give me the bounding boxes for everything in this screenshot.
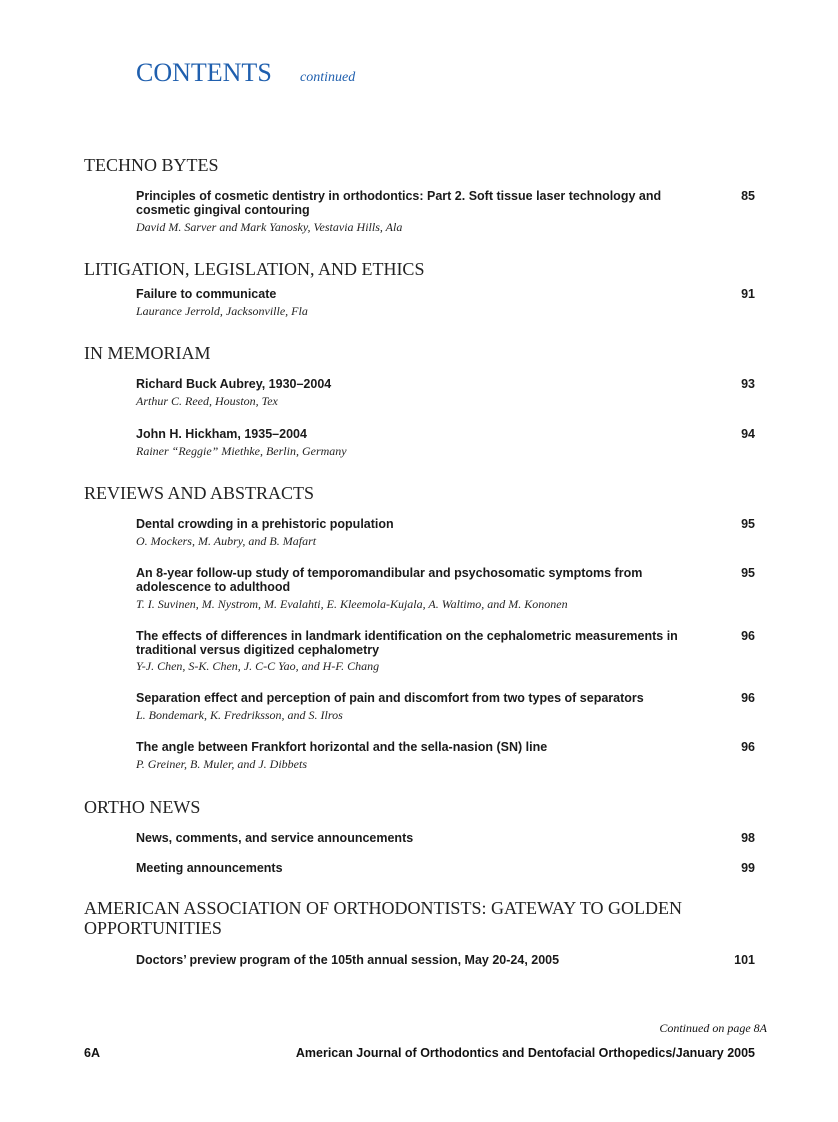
article-authors: P. Greiner, B. Muler, and J. Dibbets	[136, 757, 307, 771]
article-title[interactable]: Meeting announcements	[136, 861, 283, 875]
page-number: 101	[734, 953, 755, 967]
page-subtitle: continued	[300, 70, 356, 85]
section-heading: ORTHO NEWS	[84, 797, 201, 817]
article-authors: Y-J. Chen, S-K. Chen, J. C-C Yao, and H-F. Chang	[136, 659, 380, 673]
page-number: 85	[741, 189, 755, 203]
page-title: CONTENTS	[136, 58, 272, 87]
article-title[interactable]: The angle between Frankfort horizontal and the sella-nasion (SN) line	[136, 740, 548, 754]
page-number: 96	[741, 740, 755, 754]
page-number: 94	[741, 427, 755, 441]
section-heading: LITIGATION, LEGISLATION, AND ETHICS	[84, 259, 425, 279]
article-title[interactable]: John H. Hickham, 1935–2004	[136, 427, 307, 441]
section-heading: AMERICAN ASSOCIATION OF ORTHODONTISTS: GATEWAY TO GOLDEN OPPORTUNITIES	[84, 898, 682, 938]
section-heading: TECHNO BYTES	[84, 155, 219, 175]
article-authors: L. Bondemark, K. Fredriksson, and S. Ilros	[136, 708, 343, 722]
page-number: 95	[741, 566, 755, 580]
article-title[interactable]: Richard Buck Aubrey, 1930–2004	[136, 377, 332, 391]
article-title[interactable]: Principles of cosmetic dentistry in orthodontics: Part 2. Soft tissue laser technology and cosmetic gingival contouring	[136, 189, 662, 217]
article-title[interactable]: Dental crowding in a prehistoric population	[136, 517, 394, 531]
page-number: 96	[741, 629, 755, 643]
article-title[interactable]: Separation effect and perception of pain and discomfort from two types of separators	[136, 691, 644, 705]
article-title[interactable]: The effects of differences in landmark identification on the cephalometric measurements in traditional versus digitized cephalometry	[136, 629, 678, 657]
page-number: 95	[741, 517, 755, 531]
page-number: 93	[741, 377, 755, 391]
article-title[interactable]: Doctors’ preview program of the 105th annual session, May 20-24, 2005	[136, 953, 560, 967]
article-title[interactable]: News, comments, and service announcements	[136, 831, 414, 845]
page-number: 96	[741, 691, 755, 705]
folio: 6A	[84, 1046, 100, 1060]
article-authors: Arthur C. Reed, Houston, Tex	[136, 394, 278, 408]
continued-note: Continued on page 8A	[659, 1021, 767, 1035]
journal-running-footer: American Journal of Orthodontics and Dentofacial Orthopedics/January 2005	[295, 1046, 755, 1060]
section-heading: IN MEMORIAM	[84, 343, 211, 363]
article-authors: Laurance Jerrold, Jacksonville, Fla	[136, 304, 308, 318]
article-authors: Rainer “Reggie” Miethke, Berlin, Germany	[136, 444, 347, 458]
section-heading: REVIEWS AND ABSTRACTS	[84, 483, 315, 503]
article-authors: David M. Sarver and Mark Yanosky, Vestavia Hills, Ala	[136, 220, 403, 234]
article-authors: T. I. Suvinen, M. Nystrom, M. Evalahti, E. Kleemola-Kujala, A. Waltimo, and M. Kononen	[136, 597, 568, 611]
article-title[interactable]: An 8-year follow-up study of temporomandibular and psychosomatic symptoms from adolescence to adulthood	[136, 566, 643, 594]
article-title[interactable]: Failure to communicate	[136, 287, 277, 301]
page-number: 99	[741, 861, 755, 875]
article-authors: O. Mockers, M. Aubry, and B. Mafart	[136, 534, 317, 548]
page-number: 98	[741, 831, 755, 845]
page-number: 91	[741, 287, 755, 301]
